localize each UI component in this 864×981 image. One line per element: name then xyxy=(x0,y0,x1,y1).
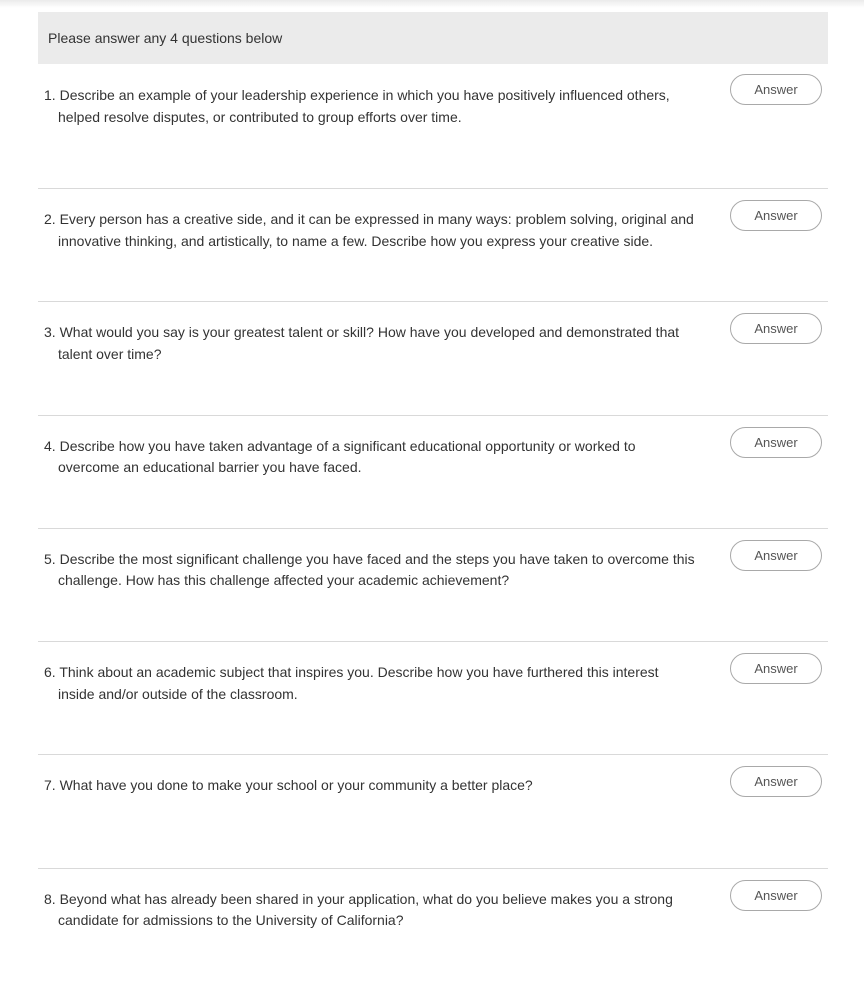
question-prompt: Describe an example of your leadership experience in which you have positively influenced others, helped resolve disputes, or contributed to group efforts over time. xyxy=(58,87,670,125)
question-prompt: What would you say is your greatest talent or skill? How have you developed and demonstrated that talent over time? xyxy=(58,324,680,362)
question-text xyxy=(44,889,698,932)
answer-button-6[interactable]: Answer xyxy=(730,653,822,684)
question-row xyxy=(38,641,828,754)
instruction-text: Please answer any 4 questions below xyxy=(48,30,283,46)
question-prompt: Describe the most significant challenge you have faced and the steps you have taken to overcome this challenge. How has this challenge affected your academic achievement? xyxy=(58,550,695,589)
answer-button-4[interactable]: Answer xyxy=(730,427,822,458)
question-row xyxy=(38,188,828,301)
question-text xyxy=(44,662,698,705)
answer-button-1[interactable]: Answer xyxy=(730,74,822,105)
question-prompt: Beyond what has already been shared in your application, what do you believe makes you a strong candidate for admissions to the University of California? xyxy=(58,890,673,929)
answer-button-3[interactable]: Answer xyxy=(730,313,822,344)
answer-button-7[interactable]: Answer xyxy=(730,766,822,797)
question-number: 5. xyxy=(44,550,56,567)
question-prompt: Every person has a creative side, and it can be expressed in many ways: problem solving, original and innovative thinking, and artistically, to name a few. Describe how you express your creative side. xyxy=(58,211,694,249)
question-row xyxy=(38,64,828,188)
question-number: 8. xyxy=(44,890,56,907)
question-prompt: What have you done to make your school or your community a better place? xyxy=(59,777,533,794)
question-number: 1. xyxy=(44,87,56,103)
question-number: 4. xyxy=(44,437,56,454)
question-text xyxy=(44,322,698,365)
question-number: 3. xyxy=(44,324,56,341)
top-shadow xyxy=(0,0,864,8)
question-text xyxy=(44,209,698,252)
question-row xyxy=(38,528,828,641)
questions-panel xyxy=(38,12,828,981)
question-number: 7. xyxy=(44,777,56,794)
question-row xyxy=(38,868,828,981)
question-row xyxy=(38,301,828,414)
question-prompt: Think about an academic subject that inspires you. Describe how you have furthered this interest inside and/or outside of the classroom. xyxy=(58,664,659,702)
answer-button-8[interactable]: Answer xyxy=(730,880,822,911)
question-row xyxy=(38,754,828,867)
question-list xyxy=(38,64,828,981)
answer-button-5[interactable]: Answer xyxy=(730,540,822,571)
answer-button-2[interactable]: Answer xyxy=(730,200,822,231)
question-number: 2. xyxy=(44,211,56,227)
question-text xyxy=(44,549,698,592)
question-text xyxy=(44,436,698,479)
question-text xyxy=(44,775,698,797)
question-row xyxy=(38,415,828,528)
question-text xyxy=(44,85,698,128)
question-prompt: Describe how you have taken advantage of a significant educational opportunity or worked to overcome an educational barrier you have faced. xyxy=(58,437,636,476)
question-number: 6. xyxy=(44,664,56,681)
instruction-bar xyxy=(38,12,828,64)
